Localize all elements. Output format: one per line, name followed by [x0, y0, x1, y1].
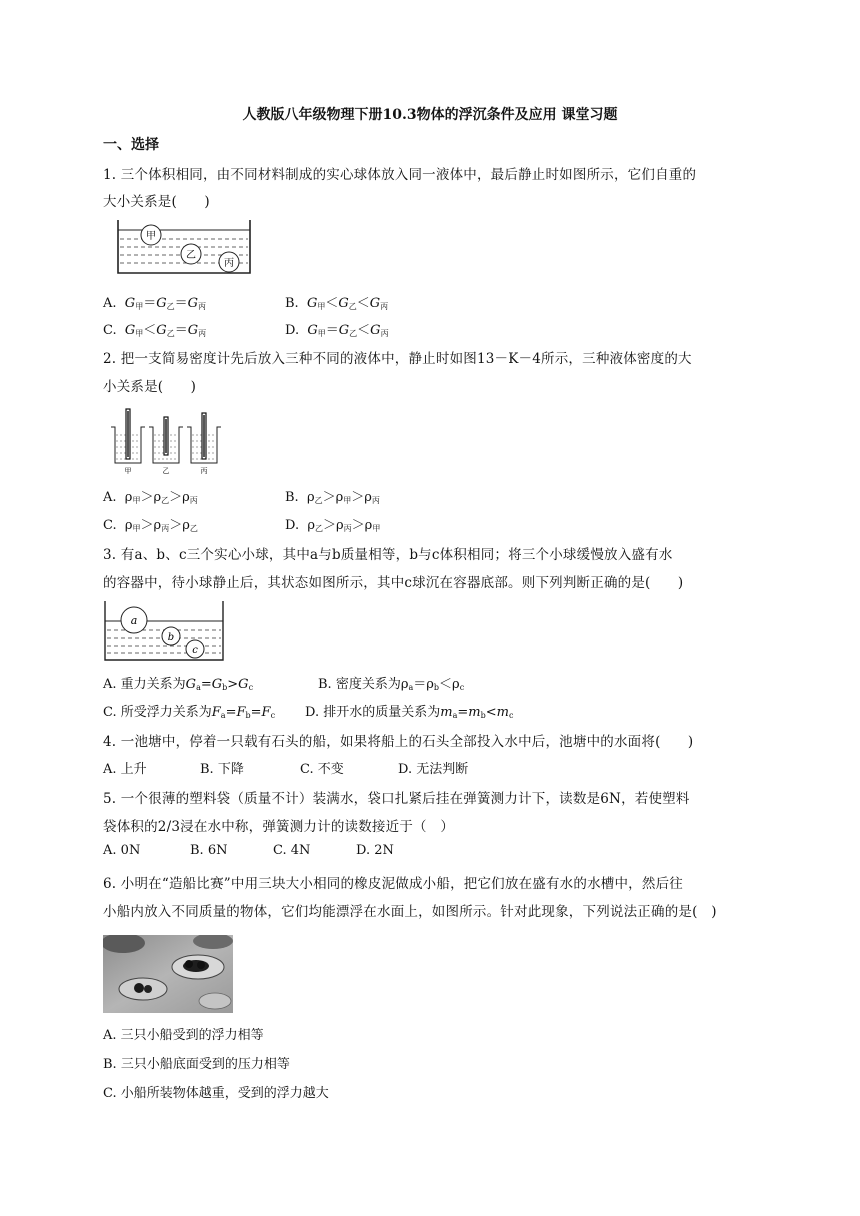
q5-stem-line2: 袋体积的2/3浸在水中称，弹簧测力计的读数接近于（ ）: [103, 819, 455, 835]
q3-option-c: C. 所受浮力关系为$F_a=F_b=F_c$: [103, 705, 276, 720]
q4-option-b: B. 下降: [200, 762, 244, 777]
q6-photo-clay-boats: [103, 935, 233, 1013]
q6-option-b: B. 三只小船底面受到的压力相等: [103, 1057, 290, 1072]
q4-option-a: A. 上升: [103, 762, 147, 777]
q1-stem-line1: 1. 三个体积相同，由不同材料制成的实心球体放入同一液体中，最后静止时如图所示，它们自重的: [103, 167, 697, 183]
q2-stem-line2: 小关系是( ): [103, 379, 197, 395]
q2-stem-line1: 2. 把一支简易密度计先后放入三种不同的液体中，静止时如图13－K－4所示，三种液体密度的大: [103, 351, 692, 367]
q3-option-d: D. 排开水的质量关系为$m_a=m_b<m_c$: [305, 705, 514, 720]
q5-stem-line1: 5. 一个很薄的塑料袋（质量不计）装满水，袋口扎紧后挂在弹簧测力计下，读数是6N，若使塑料: [103, 791, 690, 807]
q3-stem-line1: 3. 有a、b、c三个实心小球，其中a与b质量相等，b与c体积相同；将三个小球缓慢放入盛有水: [103, 547, 673, 563]
q1-figure-container-balls: [116, 218, 254, 276]
q1-ball-label-bing: 丙: [224, 258, 234, 269]
q1-ball-label-jia: 甲: [146, 231, 156, 242]
q2-option-c: C. $\rho_甲>\rho_丙>\rho_乙$: [103, 518, 198, 533]
q6-stem-line2: 小船内放入不同质量的物体，它们均能漂浮在水面上，如图所示。针对此现象，下列说法正确的是( ): [103, 904, 717, 920]
q5-option-d: D. 2N: [356, 843, 394, 858]
q1-option-a: A. $G_甲=G_乙=G_丙$: [103, 296, 206, 311]
q3-option-a: A. 重力关系为$G_a=G_b>G_c$: [103, 677, 254, 692]
q1-stem-line2: 大小关系是( ): [103, 194, 210, 210]
q5-option-b: B. 6N: [190, 843, 228, 858]
q3-stem-line2: 的容器中，待小球静止后，其状态如图所示，其中c球沉在容器底部。则下列判断正确的是( ): [103, 575, 684, 591]
q6-stem-line1: 6. 小明在“造船比赛”中用三块大小相同的橡皮泥做成小船，把它们放在盛有水的水槽中，然后往: [103, 876, 683, 892]
q6-option-c: C. 小船所装物体越重，受到的浮力越大: [103, 1086, 329, 1101]
q4-stem-line1: 4. 一池塘中，停着一只载有石头的船，如果将船上的石头全部投入水中后，池塘中的水面将( ): [103, 734, 694, 750]
q2-option-a: A. $\rho_甲>\rho_乙>\rho_丙$: [103, 490, 198, 505]
q1-option-c: C. $G_甲<G_乙=G_丙$: [103, 323, 207, 338]
q2-figure-hydrometers: [107, 403, 227, 475]
q3-ball-label-c: c: [192, 645, 198, 656]
q5-option-c: C. 4N: [273, 843, 311, 858]
q2-beaker-label-bing: 丙: [200, 467, 208, 475]
q1-option-b: B. $G_甲<G_乙<G_丙$: [285, 296, 389, 311]
q3-figure-container-balls: [103, 599, 227, 663]
q2-option-b: B. $\rho_乙>\rho_甲>\rho_丙$: [285, 490, 380, 505]
q2-beaker-label-jia: 甲: [124, 467, 132, 475]
q2-option-d: D. $\rho_乙>\rho_丙>\rho_甲$: [285, 518, 381, 533]
q2-beaker-label-yi: 乙: [162, 467, 170, 475]
page-title: 人教版八年级物理下册10.3物体的浮沉条件及应用 课堂习题: [242, 107, 618, 123]
q1-ball-label-yi: 乙: [186, 250, 196, 261]
q1-option-d: D. $G_甲=G_乙<G_丙$: [285, 323, 389, 338]
q3-ball-label-b: b: [167, 632, 175, 643]
section-heading: 一、选择: [103, 137, 159, 153]
q4-option-c: C. 不变: [300, 762, 344, 777]
q5-option-a: A. 0N: [103, 843, 141, 858]
q3-option-b: B. 密度关系为$\rho_a=\rho_b<\rho_c$: [318, 677, 465, 692]
q4-option-d: D. 无法判断: [398, 762, 469, 777]
q3-ball-label-a: a: [130, 614, 138, 627]
q6-option-a: A. 三只小船受到的浮力相等: [103, 1028, 264, 1043]
